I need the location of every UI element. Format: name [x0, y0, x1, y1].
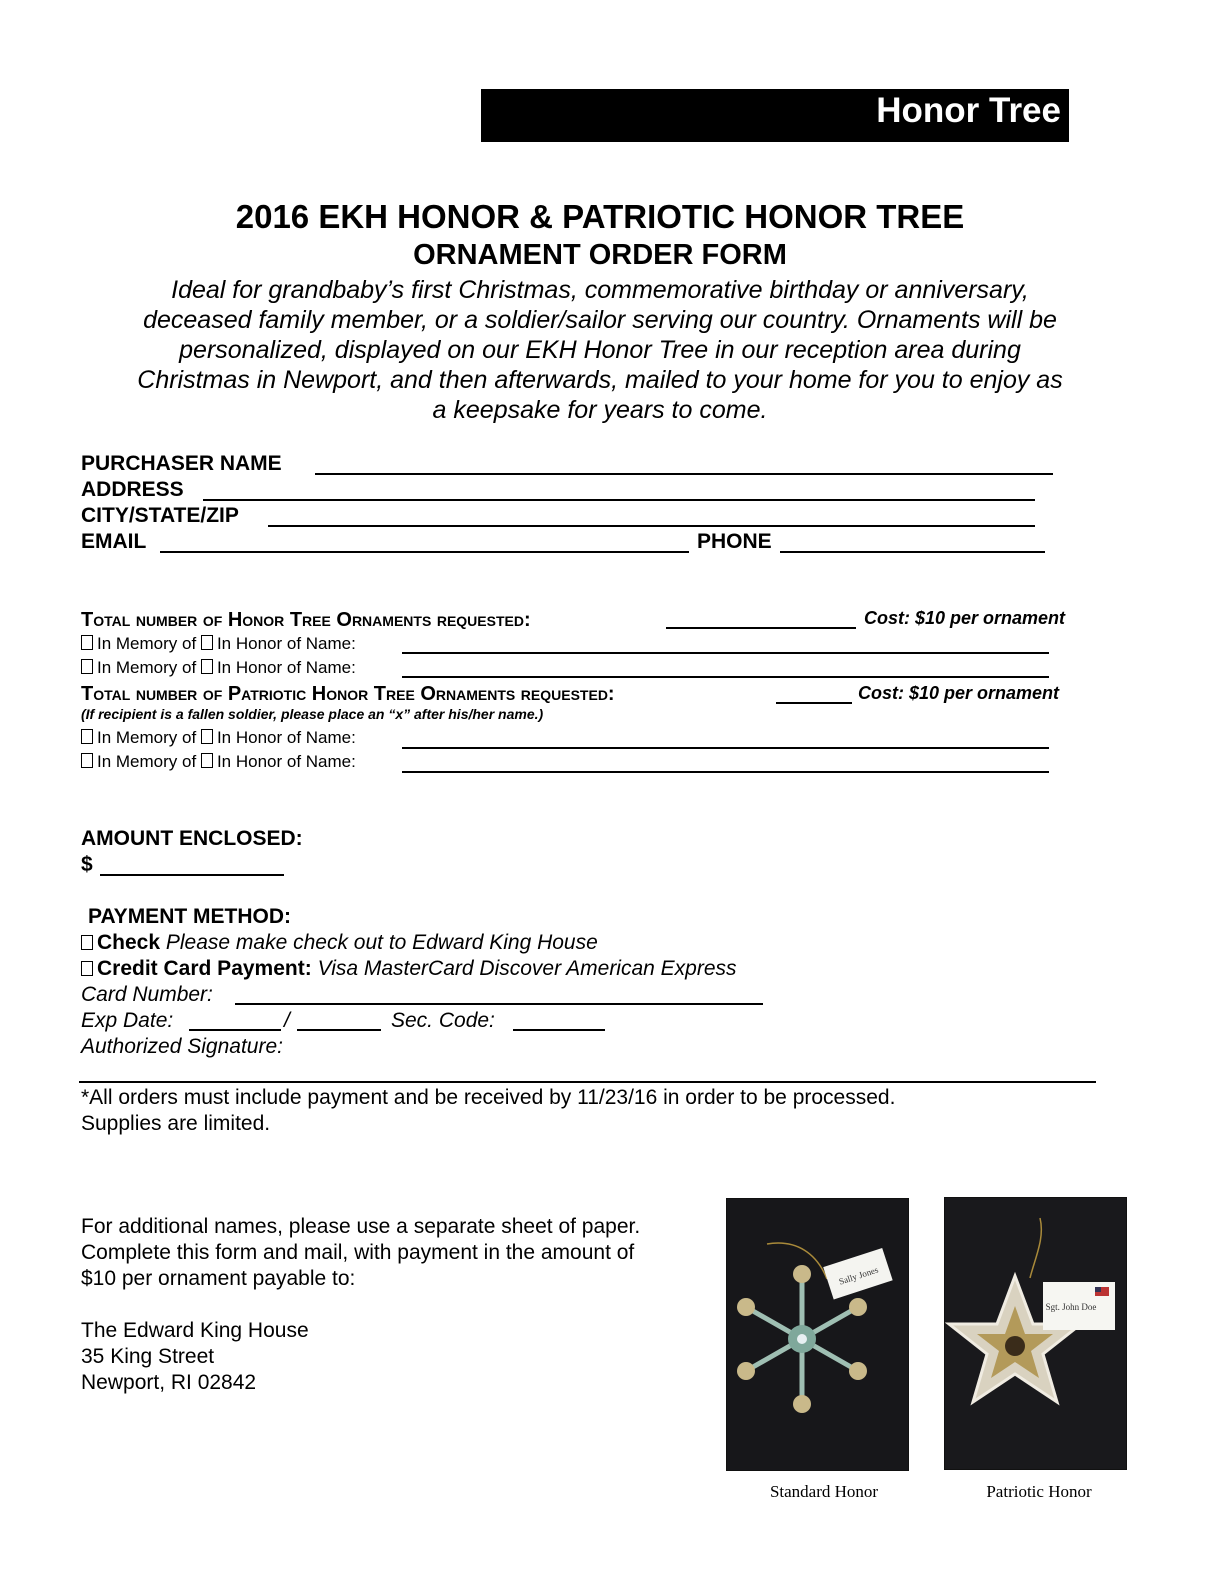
patriotic-name-field[interactable]	[402, 747, 1049, 749]
honor-name-row	[81, 658, 356, 678]
notice-line: *All orders must include payment and be received by 11/23/16 in order to be processed.	[81, 1086, 896, 1109]
credit-card-label: Credit Card Payment:	[97, 957, 312, 980]
in-memory-label: In Memory of	[97, 658, 197, 677]
exp-date-label: Exp Date:	[81, 1009, 174, 1032]
form-title: 2016 EKH HONOR & PATRIOTIC HONOR TREE	[235, 198, 965, 235]
amount-label: AMOUNT ENCLOSED:	[81, 827, 303, 850]
patriotic-note: (If recipient is a fallen soldier, please place an “x” after his/her name.)	[81, 706, 544, 722]
patriotic-name-row	[81, 752, 356, 772]
sec-code-field[interactable]	[513, 1029, 605, 1031]
patriotic-name-row	[81, 728, 356, 748]
address-field[interactable]	[203, 499, 1035, 501]
patriotic-cost: Cost: $10 per ornament	[858, 683, 1060, 703]
mailing-line: Complete this form and mail, with payment in the amount of	[81, 1241, 635, 1264]
patriotic-caption: Patriotic Honor	[986, 1482, 1092, 1501]
exp-month-field[interactable]	[189, 1029, 281, 1031]
in-honor-label: In Honor of Name:	[216, 752, 356, 771]
address-label: ADDRESS	[81, 478, 184, 501]
standard-tag-text: Sally Jones	[837, 1264, 880, 1287]
in-honor-label: In Honor of Name:	[216, 634, 356, 653]
signature-label: Authorized Signature:	[81, 1035, 283, 1058]
amount-field[interactable]	[100, 874, 284, 876]
in-honor-label: In Honor of Name:	[216, 728, 356, 747]
patriotic-name-field[interactable]	[402, 771, 1049, 773]
honor-name-field[interactable]	[402, 676, 1049, 678]
address-street: 35 King Street	[81, 1345, 215, 1368]
email-label: EMAIL	[81, 530, 147, 553]
honor-total-label: Total number of Honor Tree Ornaments requested:	[81, 609, 531, 631]
address-org: The Edward King House	[81, 1319, 309, 1342]
honor-cost: Cost: $10 per ornament	[864, 608, 1066, 628]
in-memory-checkbox[interactable]	[81, 753, 93, 768]
purchaser-name-field[interactable]	[315, 473, 1053, 475]
currency-symbol: $	[81, 853, 93, 876]
card-number-field[interactable]	[235, 1003, 763, 1005]
mailing-line: $10 per ornament payable to:	[81, 1267, 356, 1290]
banner-title: Honor Tree	[876, 91, 1061, 130]
patriotic-total-field[interactable]	[776, 702, 852, 704]
intro-line: Ideal for grandbaby’s first Christmas, commemorative birthday or anniversary,	[171, 276, 1029, 304]
in-memory-label: In Memory of	[97, 728, 197, 747]
honor-name-row	[81, 634, 356, 654]
check-label: Check	[97, 931, 161, 954]
credit-card-checkbox[interactable]	[81, 961, 93, 976]
mailing-address	[81, 1318, 309, 1396]
header-banner	[481, 89, 1069, 142]
check-option	[81, 930, 598, 956]
in-honor-checkbox[interactable]	[201, 635, 213, 650]
city-state-zip-label: CITY/STATE/ZIP	[81, 504, 239, 527]
intro-line: Christmas in Newport, and then afterwards, mailed to your home for you to enjoy as	[137, 366, 1063, 394]
in-memory-checkbox[interactable]	[81, 729, 93, 744]
phone-field[interactable]	[780, 551, 1045, 553]
exp-separator: /	[284, 1009, 290, 1032]
intro-paragraph	[80, 275, 1120, 425]
form-subtitle: ORNAMENT ORDER FORM	[413, 239, 787, 271]
in-memory-checkbox[interactable]	[81, 635, 93, 650]
exp-year-field[interactable]	[297, 1029, 381, 1031]
credit-card-types: Visa MasterCard Discover American Express	[317, 957, 737, 980]
city-state-zip-field[interactable]	[268, 525, 1035, 527]
purchaser-name-label: PURCHASER NAME	[81, 452, 282, 475]
mailing-line: For additional names, please use a separate sheet of paper.	[81, 1215, 641, 1238]
patriotic-total-label: Total number of Patriotic Honor Tree Ornaments requested:	[81, 683, 615, 705]
standard-ornament-photo	[726, 1198, 909, 1471]
in-memory-label: In Memory of	[97, 752, 197, 771]
check-instructions: Please make check out to Edward King House	[165, 931, 598, 954]
card-number-label: Card Number:	[81, 983, 213, 1006]
honor-total-field[interactable]	[666, 627, 856, 629]
patriotic-tag-text: Sgt. John Doe	[1045, 1302, 1097, 1312]
in-honor-checkbox[interactable]	[201, 659, 213, 674]
email-field[interactable]	[160, 551, 689, 553]
honor-name-field[interactable]	[402, 652, 1049, 654]
in-memory-checkbox[interactable]	[81, 659, 93, 674]
sec-code-label: Sec. Code:	[391, 1009, 495, 1032]
intro-line: deceased family member, or a soldier/sailor serving our country. Ornaments will be	[143, 306, 1057, 334]
in-honor-checkbox[interactable]	[201, 753, 213, 768]
deadline-notice	[81, 1085, 895, 1137]
in-honor-checkbox[interactable]	[201, 729, 213, 744]
mailing-instructions	[81, 1214, 640, 1292]
intro-line: a keepsake for years to come.	[432, 396, 768, 424]
patriotic-ornament-photo	[944, 1197, 1127, 1470]
notice-line: Supplies are limited.	[81, 1112, 271, 1135]
credit-card-option	[81, 956, 737, 982]
signature-field[interactable]	[79, 1081, 1096, 1083]
in-honor-label: In Honor of Name:	[216, 658, 356, 677]
phone-label: PHONE	[697, 530, 772, 553]
check-checkbox[interactable]	[81, 935, 93, 950]
standard-caption: Standard Honor	[769, 1482, 879, 1501]
intro-line: personalized, displayed on our EKH Honor Tree in our reception area during	[179, 336, 1021, 364]
in-memory-label: In Memory of	[97, 634, 197, 653]
address-city: Newport, RI 02842	[81, 1371, 257, 1394]
payment-method-label: PAYMENT METHOD:	[88, 905, 292, 928]
